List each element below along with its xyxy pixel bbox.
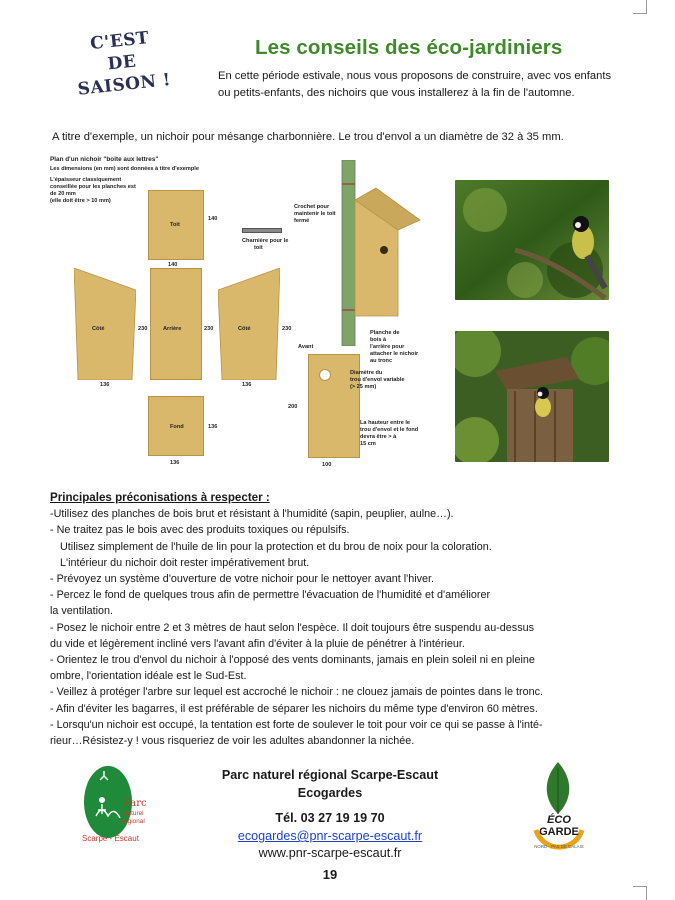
- recommendation-line: - Ne traitez pas le bois avec des produits toxiques ou répulsifs.: [50, 524, 350, 537]
- plan-title: Plan d'un nichoir "boîte aux lettres": [50, 156, 159, 163]
- page-title: Les conseils des éco-jardiniers: [255, 36, 563, 59]
- dim-cote-right-w: 136: [242, 382, 252, 388]
- crop-mark-bottom: [633, 886, 647, 900]
- page-number: 19: [322, 867, 338, 882]
- recommendation-line: - Lorsqu'un nichoir est occupé, la tentation est forte de soulever le toit pour voir ce qui se passe à l'inté-: [50, 718, 543, 731]
- ecogarde-logo-text: GARDE: [539, 826, 579, 838]
- plan-thickness: L'épaisseur classiquement: [50, 177, 122, 183]
- label-hauteur: trou d'envol et le fond: [360, 427, 419, 433]
- pnr-logo-text: Parc: [124, 798, 147, 809]
- birdhouse-plan: [46, 152, 428, 470]
- pnr-logo-text: régional: [122, 818, 145, 825]
- recommendation-line: ombre, l'orientation idéale est le Sud-Est.: [50, 670, 247, 683]
- label-hauteur: 15 cm: [360, 441, 376, 447]
- ecogarde-logo-text: ÉCO: [547, 814, 571, 826]
- label-hauteur: devra être > à: [360, 434, 397, 440]
- recommendation-line: rieur…Résistez-y ! vous risqueriez de voir les adultes abandonner la nichée.: [50, 735, 415, 748]
- label-fond: Fond: [170, 424, 184, 430]
- label-cote-left: Côté: [92, 326, 105, 332]
- recommendation-line: la ventilation.: [50, 605, 114, 618]
- dim-fond-h: 136: [208, 424, 218, 430]
- example-sentence: A titre d'exemple, un nichoir pour mésange charbonnière. Le trou d'envol a un diamètre de 32 à 35 mm.: [52, 131, 564, 143]
- plan-thickness: (elle doit être > 10 mm): [50, 198, 111, 204]
- dim-fond-w: 136: [170, 460, 180, 466]
- footer-org: Parc naturel régional Scarpe-Escaut: [221, 768, 439, 782]
- label-toit: Toit: [170, 222, 180, 228]
- hinge-icon: [242, 228, 282, 233]
- recommendation-line: - Orientez le trou d'envol du nichoir à l'opposé des vents dominants, jamais en plein soleil ni en pleine: [50, 654, 535, 667]
- dim-avant-w: 100: [322, 462, 332, 468]
- label-crochet: fermé: [294, 218, 310, 224]
- plan-dims-note: Les dimensions (en mm) sont données à titre d'exemple: [50, 166, 199, 172]
- dim-arriere: 230: [204, 326, 214, 332]
- pnr-logo: [80, 760, 160, 850]
- label-planche: bois à: [370, 337, 387, 343]
- photo-great-tit-branch: [455, 180, 609, 300]
- label-planche: au tronc: [370, 358, 393, 364]
- photo-great-tit-nestbox: [455, 331, 609, 462]
- dim-cote-right: 230: [282, 326, 292, 332]
- dim-avant-h: 200: [288, 404, 298, 410]
- footer-phone: Tél. 03 27 19 19 70: [275, 811, 385, 825]
- label-charniere: Charnière pour le: [242, 238, 289, 244]
- plan-thickness: de 20 mm: [50, 191, 76, 197]
- recommendation-line: Utilisez simplement de l'huile de lin pour la protection et du brou de noix pour la coloration.: [60, 540, 492, 553]
- label-charniere: toit: [254, 245, 263, 251]
- ecogarde-logo-text: NORD - PAS DE CALAIS: [534, 844, 584, 849]
- plank-cote-right: [218, 268, 280, 380]
- footer-contact: [180, 766, 480, 886]
- season-stamp: [71, 25, 173, 101]
- recommendation-line: - Afin d'éviter les bagarres, il est préférable de séparer les nichoirs du même type d'environ 60 mètres.: [50, 702, 538, 715]
- recommendation-line: - Prévoyez un système d'ouverture de votre nichoir pour le nettoyer avant l'hiver.: [50, 573, 435, 586]
- footer-email-link[interactable]: ecogardes@pnr-scarpe-escaut.fr: [237, 829, 423, 843]
- intro-paragraph: En cette période estivale, nous vous proposons de construire, avec vos enfants ou petits-enfants, des nichoirs que vous installerez à la fin de l'automne.: [218, 70, 612, 99]
- footer-dept: Ecogardes: [297, 786, 363, 800]
- plank-cote-left: [74, 268, 136, 380]
- dim-cote-left: 230: [138, 326, 148, 332]
- stamp-line: C'EST: [89, 28, 151, 55]
- stamp-line: DE: [106, 51, 138, 75]
- dim-cote-left-w: 136: [100, 382, 110, 388]
- recommendations: [50, 490, 620, 749]
- recommendation-line: du vide et légèrement incliné vers l'avant afin d'éviter à la pluie de pénétrer à l'intérieur.: [50, 637, 465, 650]
- plank-arriere: [150, 268, 202, 380]
- plan-thickness: conseillée pour les planches est: [50, 184, 136, 190]
- label-planche: l'arrière pour: [370, 344, 405, 350]
- crop-mark-top: [633, 0, 647, 14]
- recommendations-heading: Principales préconisations à respecter :: [50, 491, 270, 504]
- pnr-logo-text: Scarpe - Escaut: [82, 834, 139, 843]
- recommendation-line: - Posez le nichoir entre 2 et 3 mètres de haut selon l'espèce. Il doit toujours être suspendu au-dessus: [50, 621, 534, 634]
- footer-website[interactable]: www.pnr-scarpe-escaut.fr: [258, 846, 402, 860]
- label-crochet: Crochet pour: [294, 204, 330, 210]
- recommendation-line: L'intérieur du nichoir doit rester impérativement brut.: [60, 556, 310, 569]
- recommendation-line: - Veillez à protéger l'arbre sur lequel est accroché le nichoir : ne clouez jamais de pointes dans le tronc.: [50, 686, 543, 699]
- label-planche: attacher le nichoir: [370, 351, 419, 357]
- assembled-birdhouse: [328, 160, 424, 346]
- label-avant: Avant: [298, 344, 314, 350]
- recommendation-line: - Percez le fond de quelques trous afin de permettre l'évacuation de l'humidité et d'améliorer: [50, 589, 491, 602]
- pnr-logo-text: naturel: [124, 810, 144, 817]
- ecogarde-logo: [520, 758, 598, 860]
- label-hauteur: La hauteur entre le: [360, 420, 411, 426]
- label-diametre: (> 25 mm): [350, 384, 377, 390]
- dim-toit-h: 140: [208, 216, 218, 222]
- entrance-hole-icon: [319, 369, 331, 381]
- label-planche: Planche de: [370, 330, 400, 336]
- label-diametre: Diamètre du: [350, 370, 383, 376]
- label-arriere: Arrière: [163, 326, 182, 332]
- dim-toit-w: 140: [168, 262, 178, 268]
- label-diametre: trou d'envol variable: [350, 377, 405, 383]
- recommendation-line: -Utilisez des planches de bois brut et résistant à l'humidité (sapin, peuplier, aulne…).: [50, 508, 454, 521]
- stamp-line: SAISON !: [76, 70, 172, 100]
- label-cote-right: Côté: [238, 326, 251, 332]
- label-crochet: maintenir le toit: [294, 211, 336, 217]
